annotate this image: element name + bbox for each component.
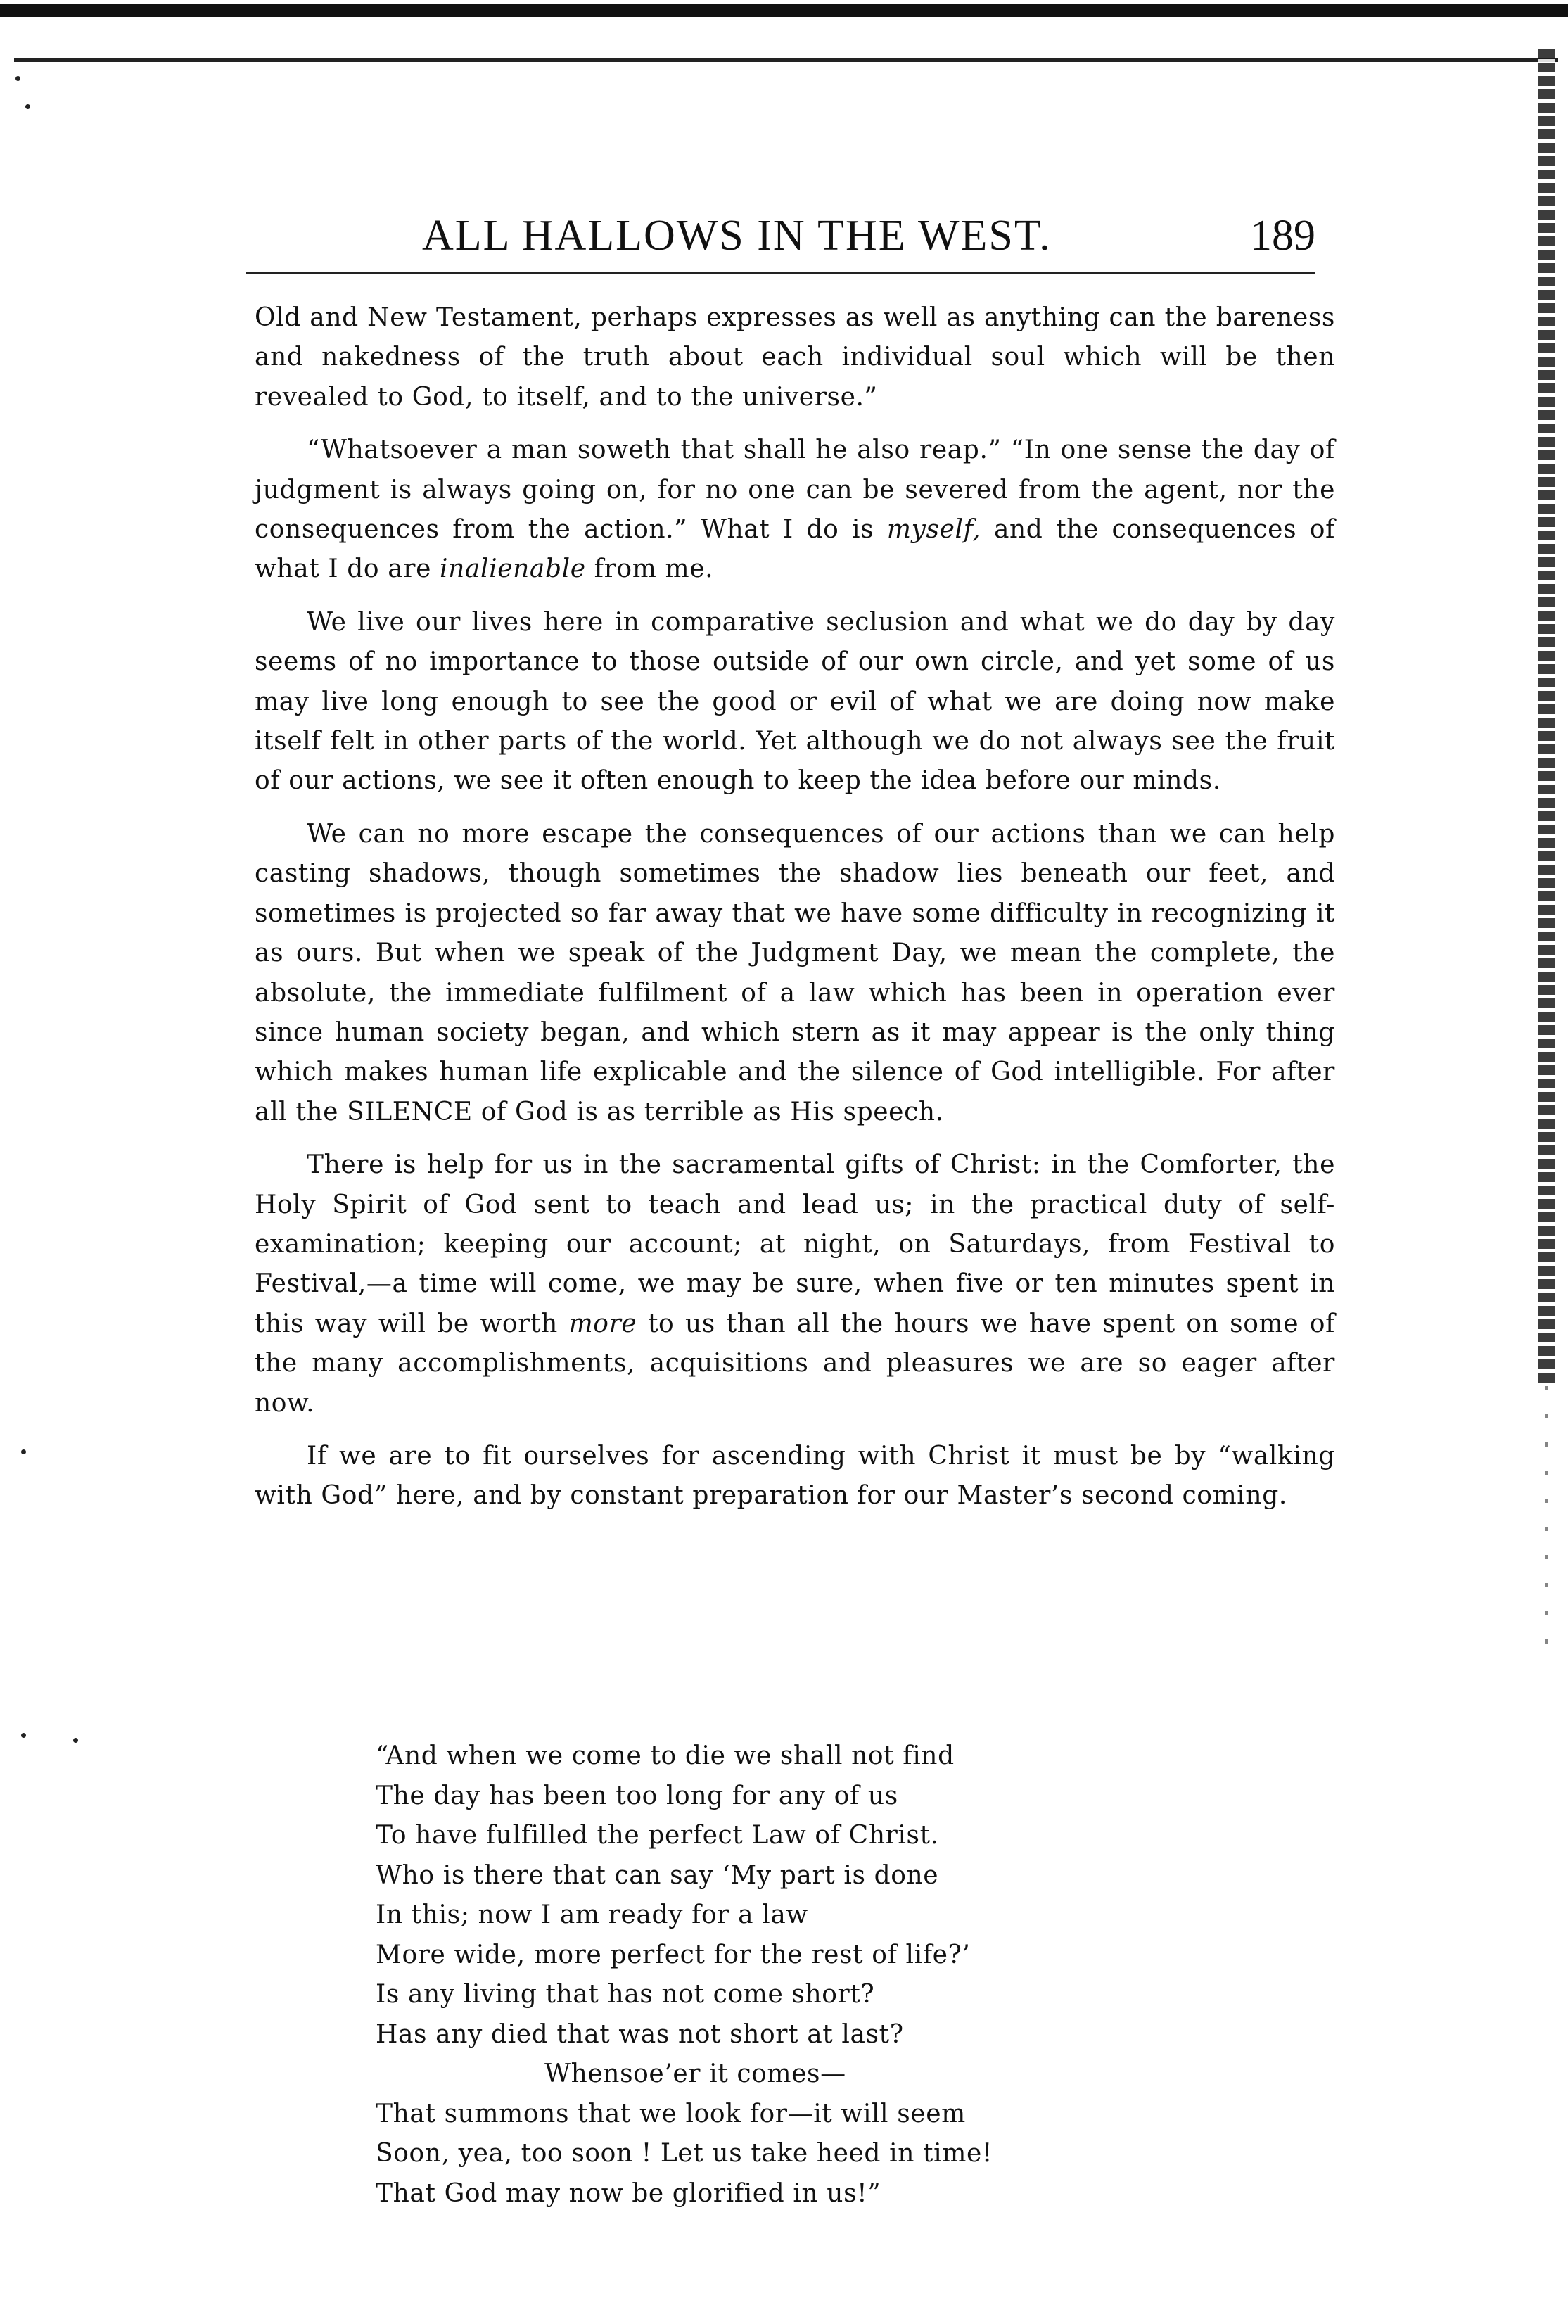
poem-line: Who is there that can say ‘My part is done — [376, 1860, 939, 1890]
poem-line: The day has been too long for any of us — [376, 1781, 898, 1810]
poem-line: Has any died that was not short at last? — [376, 2019, 904, 2049]
poem-line: Soon, yea, too soon ! Let us take heed in time! — [376, 2139, 993, 2168]
paragraph — [255, 603, 1335, 801]
poem-line: “And when we come to die we shall not find — [376, 1741, 955, 1770]
text-segment: Old and New Testament, perhaps expresses as well as anything can the bareness and nakedness of the truth about each individual soul which will be then revealed to God, to itself, and to the universe.” — [255, 303, 1335, 412]
text-segment: There is help for us in the sacramental gifts of Christ: in the Comforter, the Holy Spirit of God sent to teach and lead us; in the practical duty of self-examination; keeping our account; at night, on Saturdays, from Festival to Festival,—a time will come, we may be sure, when five or ten minutes spent in this way will be worth — [255, 1150, 1335, 1338]
page-number: 189 — [1250, 212, 1315, 260]
italic-text: myself, — [886, 515, 981, 545]
scan-speck — [15, 76, 20, 81]
text-segment: We can no more escape the consequences of our actions than we can help casting shadows, though sometimes the shadow lies beneath our feet, and sometimes is projected so far away that we have some difficulty in recognizing it as ours. But when we speak of the Judgment Day, we mean the complete, the absolute, the immediate fulfilment of a law which has been in operation ever since human society began, and which stern as it may appear is the only thing which makes human life explicable and the silence of God intelligible. For after all the SILENCE of God is as terrible as His speech. — [255, 819, 1335, 1126]
text-segment: “Whatsoever a man soweth that shall he also reap.” “In one sense the day of judgment is always going on, for no one can be severed from the agent, nor the consequences from the action.” What I do is — [255, 436, 1335, 545]
header-rule — [246, 272, 1315, 274]
paragraph — [255, 431, 1335, 590]
poem-line: Whensoe’er it comes— — [544, 2059, 846, 2088]
scan-speck — [25, 104, 30, 109]
scan-speck — [21, 1733, 26, 1738]
poem-quotation — [376, 1736, 1290, 2214]
scan-speck — [73, 1738, 78, 1743]
top-thin-rule — [14, 58, 1558, 62]
poem-line: To have fulfilled the perfect Law of Christ. — [376, 1821, 939, 1850]
text-segment: and the consequences of what I do are — [255, 515, 1335, 584]
page-edge-marks — [1545, 1386, 1548, 1653]
text-segment: to us than all the hours we have spent on some of the many accomplishments, acquisitions and pleasures we are so eager after now. — [255, 1309, 1335, 1418]
paragraph — [255, 1145, 1335, 1423]
text-segment: We live our lives here in comparative seclusion and what we do day by day seems of no importance to those outside of our own circle, and yet some of us may live long enough to see the good or evil of what we are doing now make itself felt in other parts of the world. Yet although we do not always see the fruit of our actions, we see it often enough to keep the idea before our minds. — [255, 607, 1335, 796]
page-header — [246, 211, 1315, 274]
italic-text: more — [568, 1309, 637, 1338]
text-segment: from me. — [585, 554, 714, 584]
paragraph — [255, 298, 1335, 417]
paragraph — [255, 815, 1335, 1132]
paragraph — [255, 1437, 1335, 1516]
poem-line: In this; now I am ready for a law — [376, 1900, 808, 1929]
running-title: ALL HALLOWS IN THE WEST. — [422, 212, 1052, 260]
page-edge-binding — [1538, 49, 1555, 1386]
poem-line: More wide, more perfect for the rest of life?’ — [376, 1940, 971, 1969]
body-text — [255, 298, 1335, 1516]
poem-line: Is any living that has not come short? — [376, 1980, 875, 2009]
top-border-rule — [0, 4, 1568, 17]
scan-speck — [21, 1449, 26, 1454]
poem-line: That God may now be glorified in us!” — [376, 2178, 881, 2208]
italic-text: inalienable — [440, 554, 586, 584]
text-segment: If we are to fit ourselves for ascending with Christ it must be by “walking with God” here, and by constant preparation for our Master’s second coming. — [255, 1441, 1335, 1511]
poem-line: That summons that we look for—it will seem — [376, 2099, 966, 2128]
